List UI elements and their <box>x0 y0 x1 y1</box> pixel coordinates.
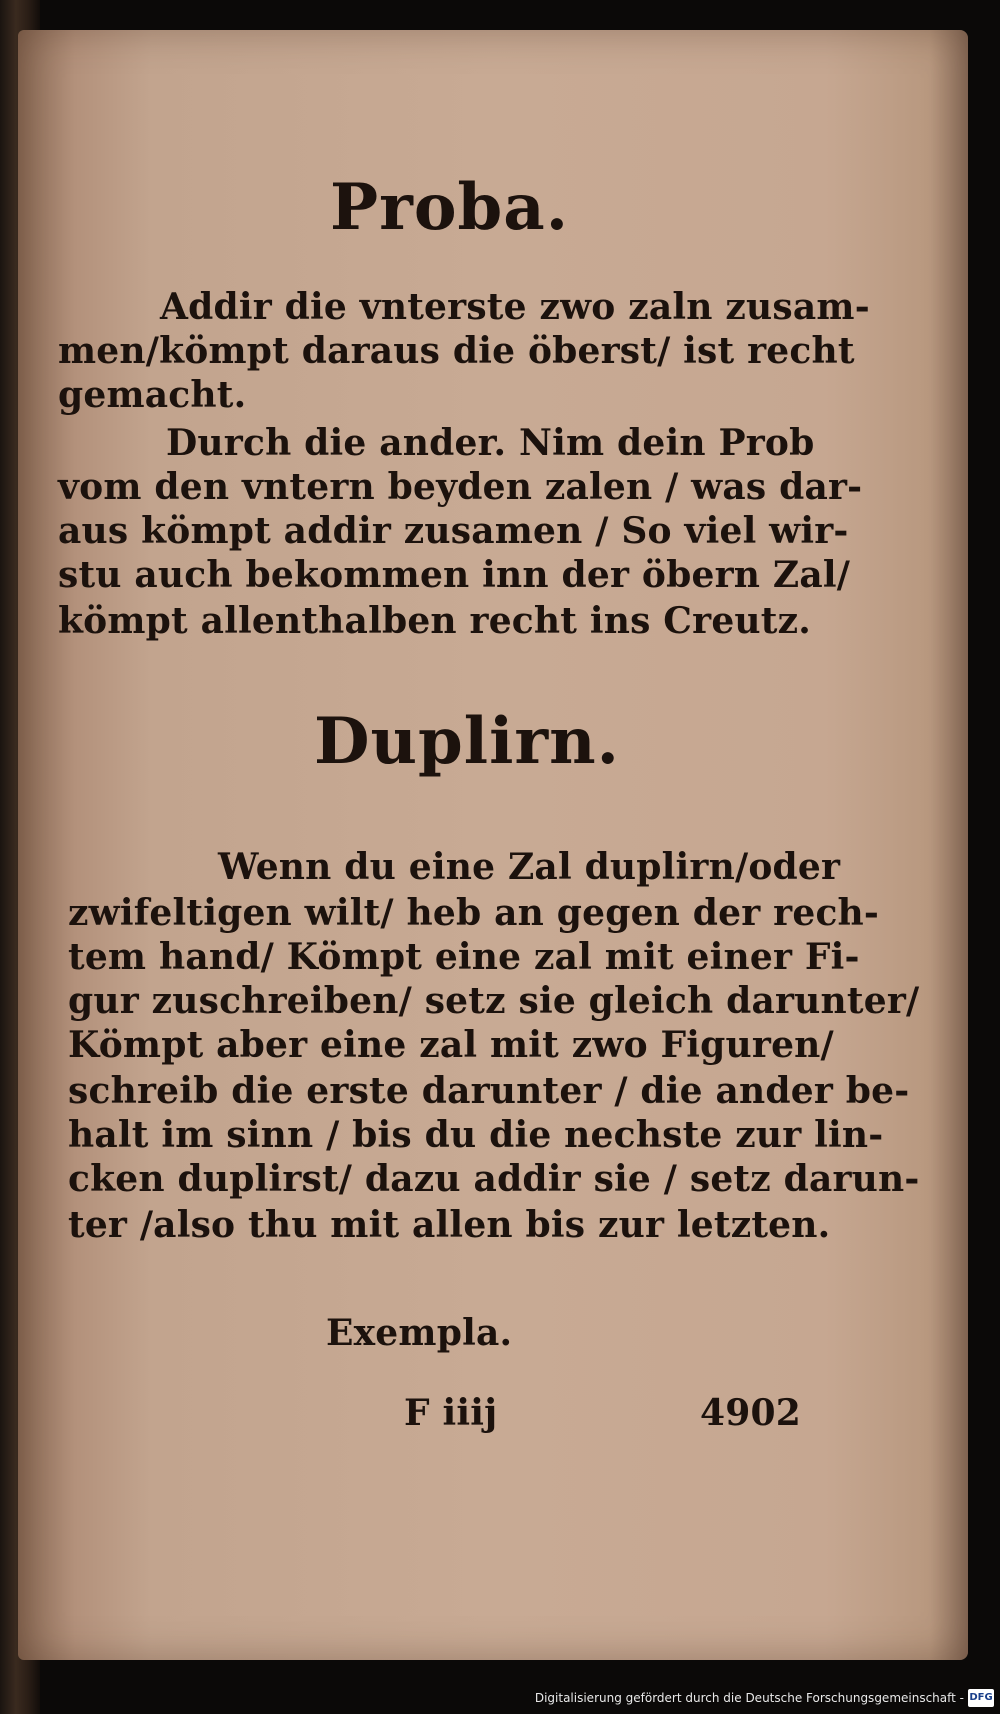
signature-mark: F iiij <box>404 1392 498 1434</box>
text-line: halt im sinn / bis du die nechste zur lin- <box>68 1114 884 1156</box>
text-line: Kömpt aber eine zal mit zwo Figuren/ <box>68 1024 834 1066</box>
heading-proba: Proba. <box>330 170 570 245</box>
text-line: kömpt allenthalben recht ins Creutz. <box>58 600 812 642</box>
heading-duplirn: Duplirn. <box>314 704 620 779</box>
text-line: zwifeltigen wilt/ heb an gegen der rech- <box>68 892 880 934</box>
text-line: gemacht. <box>58 374 247 416</box>
text-line: men/kömpt daraus die öberst/ ist recht <box>58 330 855 372</box>
text-line: aus kömpt addir zusamen / So viel wir- <box>58 510 849 552</box>
text-line: ter /also thu mit allen bis zur letzten. <box>68 1204 831 1246</box>
exempla-label: Exempla. <box>326 1312 513 1354</box>
text-line: Wenn du eine Zal duplirn/oder <box>218 846 841 888</box>
text-line: Addir die vnterste zwo zaln zusam- <box>160 286 870 328</box>
text-line: cken duplirst/ dazu addir sie / setz darun- <box>68 1158 920 1200</box>
text-line: vom den vntern beyden zalen / was dar- <box>58 466 863 508</box>
digitization-footer <box>0 1684 1000 1714</box>
footer-credit: Digitalisierung gefördert durch die Deutsche Forschungsgemeinschaft - <box>534 1691 964 1705</box>
catch-number: 4902 <box>700 1392 801 1434</box>
book-page <box>18 30 968 1660</box>
text-line: tem hand/ Kömpt eine zal mit einer Fi- <box>68 936 860 978</box>
dfg-logo: DFG <box>968 1689 994 1707</box>
text-line: stu auch bekommen inn der öbern Zal/ <box>58 554 851 596</box>
text-line: Durch die ander. Nim dein Prob <box>166 422 815 464</box>
text-line: schreib die erste darunter / die ander be- <box>68 1070 910 1112</box>
text-line: gur zuschreiben/ setz sie gleich darunter/ <box>68 980 920 1022</box>
